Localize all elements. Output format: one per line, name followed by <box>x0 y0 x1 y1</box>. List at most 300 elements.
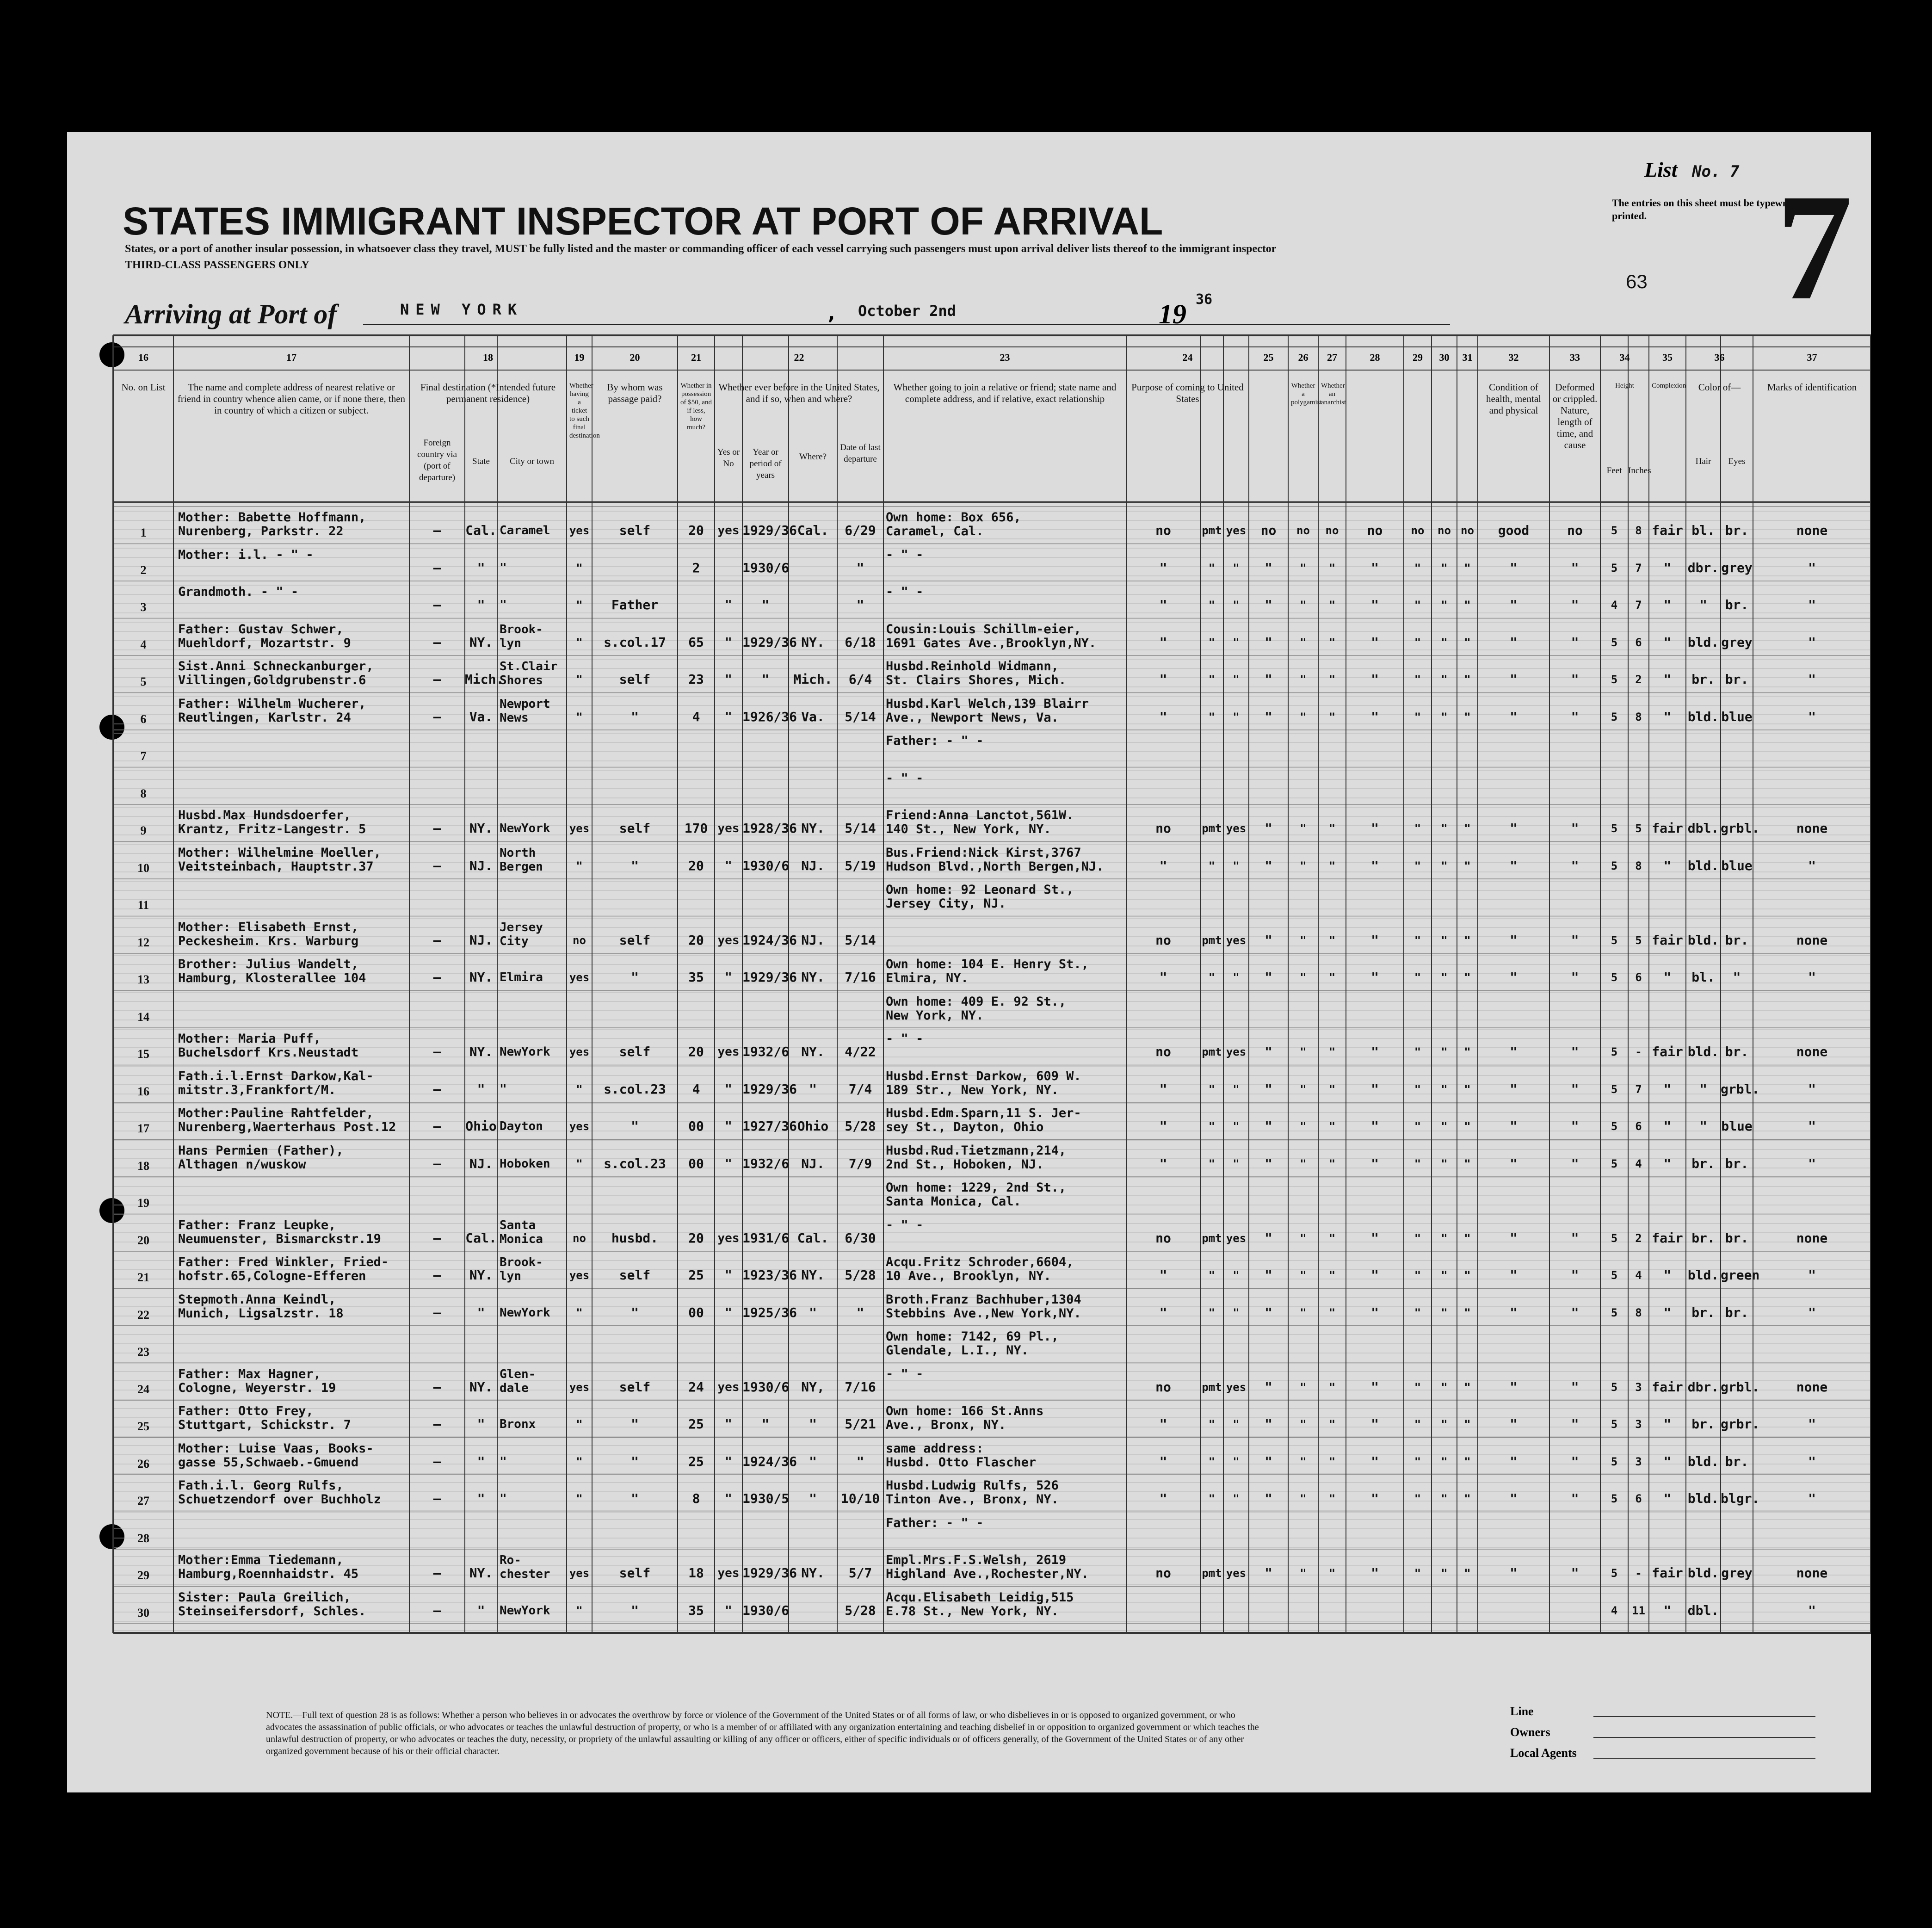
cell-ticket: yes <box>569 524 590 537</box>
cell-inches: 3 <box>1635 1380 1642 1394</box>
cell-length: pmt <box>1202 1380 1222 1394</box>
join-relative: New York, NY. <box>886 1008 984 1023</box>
cell-feet: 5 <box>1611 1120 1618 1133</box>
cell-c27: " <box>1328 1231 1336 1245</box>
cell-c27: " <box>1328 1120 1336 1133</box>
column-header: Whether ever before in the United States, and if so, when and where? <box>718 382 880 404</box>
cell-eyes: grey <box>1721 1565 1753 1581</box>
cell-state: Ohio <box>465 1118 497 1134</box>
cell-years: 1929/36 <box>742 1081 797 1097</box>
cell-c30: " <box>1441 1567 1448 1580</box>
cell-years: 1929/36 <box>742 970 797 985</box>
join-relative: - " - <box>886 1366 924 1381</box>
line-label: Line <box>1510 1705 1534 1718</box>
relative-address: Munich, Ligsalzstr. 18 <box>178 1306 344 1321</box>
cell-feet: 5 <box>1611 1380 1618 1394</box>
cell-eyes: grbl. <box>1721 1081 1760 1097</box>
column-number: 36 <box>1714 352 1725 363</box>
cell-c30: " <box>1441 710 1448 723</box>
join-relative: - " - <box>886 1032 924 1046</box>
cell-where: NJ. <box>801 1156 825 1171</box>
join-relative: Elmira, NY. <box>886 971 969 985</box>
cell-hair: br. <box>1691 1416 1715 1432</box>
cell-deformed: " <box>1571 634 1579 650</box>
destination-city: " <box>500 1492 507 1506</box>
cell-years: 1932/6 <box>742 1044 790 1059</box>
join-relative: Own home: 166 St.Anns <box>886 1404 1044 1418</box>
cell-state: " <box>477 597 485 612</box>
footnote: NOTE.—Full text of question 28 is as follows: Whether a person who believes in or advocates the overthrow by force or violence of the Government of the United States or of all forms of law, or who disbelieves in or is opposed to organized government, or who advocates the assassination of public officials, or who advocates or teaches the unlawful destruction of property, or who is a member of or affiliated with any organization entertaining and teaching disbelief in or opposition to organized government or which teaches the unlawful destruction of property, or who advocates or teaches the duty, necessity, or propriety of the unlawful assaulting or killing of any officer or officers, either of specific individuals or of officers generally, of the Government of the United States or of any other organized government because of his or their official character. <box>266 1710 1259 1756</box>
join-relative: Broth.Franz Bachhuber,1304 <box>886 1292 1081 1307</box>
cell-c30: " <box>1441 1231 1448 1245</box>
cell-hair: bld. <box>1687 932 1719 948</box>
cell-c31: " <box>1464 1045 1471 1058</box>
cell-c28: " <box>1371 1565 1379 1581</box>
cell-before: " <box>725 1305 732 1320</box>
cell-purpose: no <box>1155 821 1171 836</box>
cell-c30: " <box>1441 1045 1448 1058</box>
cell-health: " <box>1510 709 1518 724</box>
relative-address: Mother:Emma Tiedemann, <box>178 1553 344 1567</box>
cell-state: " <box>477 1453 485 1469</box>
column-header: Whether an anarchist <box>1321 382 1346 406</box>
cell-inches: 7 <box>1635 599 1642 612</box>
cell-purpose: " <box>1159 1267 1167 1283</box>
column-subheader: Hair <box>1695 457 1711 466</box>
cell-c25: " <box>1265 858 1272 873</box>
cell-years: " <box>761 597 770 612</box>
row-number: 2 <box>140 563 147 577</box>
cell-feet: 5 <box>1611 1269 1618 1282</box>
cell-c31: " <box>1464 561 1471 575</box>
cell-c28: " <box>1371 1416 1379 1432</box>
cell-health: " <box>1510 634 1518 650</box>
cell-hair: bld. <box>1687 1565 1719 1581</box>
join-relative: Tinton Ave., Bronx, NY. <box>886 1492 1059 1507</box>
column-header: Color of— <box>1698 382 1741 393</box>
cell-eyes: br. <box>1725 1044 1749 1059</box>
cell-marks: " <box>1808 1491 1816 1506</box>
cell-state: " <box>477 1081 485 1097</box>
cell-paid: " <box>631 1491 639 1506</box>
cell-state: NY. <box>469 1379 493 1395</box>
cell-remain: " <box>1233 710 1240 723</box>
cell-ticket: no <box>573 1231 586 1245</box>
cell-before: " <box>725 1417 732 1431</box>
cell-c28: " <box>1371 821 1379 836</box>
cell-hair: bl. <box>1691 970 1715 985</box>
cell-years: 1924/36 <box>742 1453 797 1469</box>
join-relative: - " - <box>886 1217 924 1232</box>
cell-date: 7/4 <box>848 1081 872 1097</box>
row-number: 17 <box>137 1122 149 1135</box>
join-relative: 2nd St., Hoboken, NJ. <box>886 1157 1044 1172</box>
cell-before: " <box>725 1268 732 1282</box>
cell-before: " <box>725 859 732 873</box>
relative-address: Father: Max Hagner, <box>178 1366 321 1381</box>
row-number: 12 <box>137 935 149 949</box>
cell-c29: " <box>1414 933 1421 947</box>
cell-remain: yes <box>1226 1231 1247 1245</box>
cell-feet: 5 <box>1611 1455 1618 1468</box>
cell-feet: 5 <box>1611 1082 1618 1096</box>
column-number: 25 <box>1263 352 1274 363</box>
cell-marks: " <box>1808 1453 1816 1469</box>
cell-where: NY. <box>801 1044 825 1059</box>
cell-c31: " <box>1464 1492 1471 1505</box>
cell-money: 4 <box>692 709 700 724</box>
cell-c26: " <box>1300 1120 1307 1133</box>
cell-feet: 5 <box>1611 1231 1618 1245</box>
row-number: 10 <box>137 861 149 875</box>
cell-years: 1924/36 <box>742 932 797 948</box>
cell-c26: " <box>1300 1306 1307 1319</box>
cell-length: " <box>1208 1306 1216 1319</box>
cell-length: " <box>1208 673 1216 686</box>
cell-marks: " <box>1808 1156 1816 1171</box>
row-number: 4 <box>140 637 147 651</box>
cell-eyes: grbr. <box>1721 1416 1760 1432</box>
cell-inches: 7 <box>1635 1082 1642 1096</box>
cell-c29: no <box>1411 524 1425 537</box>
cell-ticket: " <box>576 1604 583 1617</box>
row-number: 13 <box>137 973 149 986</box>
row-number: 19 <box>137 1196 149 1210</box>
relative-address: Mother:Pauline Rahtfelder, <box>178 1106 374 1120</box>
cell-years: 1930/6 <box>742 1379 790 1395</box>
column-header: Whether having a ticket to such final destination <box>569 382 600 439</box>
column-number: 35 <box>1662 352 1673 363</box>
cell-paid: Father <box>611 597 659 612</box>
cell-money: 23 <box>688 672 704 687</box>
cell-health: " <box>1510 560 1518 575</box>
cell-purpose: no <box>1155 932 1171 948</box>
cell-state: " <box>477 1602 485 1618</box>
cell-length: " <box>1208 561 1216 575</box>
cell-date: 4/22 <box>845 1044 876 1059</box>
cell-inches: 3 <box>1635 1418 1642 1431</box>
cell-eyes: br. <box>1725 1304 1749 1320</box>
cell-c31: " <box>1464 1120 1471 1133</box>
cell-c26: " <box>1300 822 1307 835</box>
cell-date: 6/4 <box>848 672 872 687</box>
cell-c27: " <box>1328 710 1336 723</box>
relative-address: Fath.i.l.Ernst Darkow,Kal- <box>178 1069 374 1083</box>
cell-health: " <box>1510 1044 1518 1059</box>
join-relative: Jersey City, NJ. <box>886 896 1006 911</box>
row-number: 24 <box>137 1382 149 1396</box>
cell-c29: " <box>1414 1306 1421 1319</box>
row-number: 25 <box>137 1420 149 1433</box>
cell-c27: " <box>1328 1269 1336 1282</box>
cell-c27: " <box>1328 1455 1336 1468</box>
cell-ticket: " <box>576 1418 583 1431</box>
cell-length: " <box>1208 599 1216 612</box>
destination-city: lyn <box>500 636 521 650</box>
cell-deformed: " <box>1571 1118 1579 1134</box>
cell-ticket: " <box>576 710 583 723</box>
cell-inches: 5 <box>1635 933 1642 947</box>
cell-c28: no <box>1367 523 1383 538</box>
cell-years: 1931/6 <box>742 1230 790 1246</box>
relative-address: Villingen,Goldgrubenstr.6 <box>178 673 366 687</box>
destination-city: Glen- <box>500 1367 536 1381</box>
cell-marks: none <box>1796 1230 1828 1246</box>
cell-date: 6/29 <box>845 523 876 538</box>
cell-foreign: — <box>433 1230 441 1246</box>
cell-hair: dbr. <box>1687 560 1719 575</box>
column-number: 20 <box>630 352 640 363</box>
year-prefix: 19 <box>1159 299 1186 329</box>
cell-health: " <box>1510 1379 1518 1395</box>
cell-deformed: no <box>1567 523 1583 538</box>
cell-paid: " <box>631 1453 639 1469</box>
cell-deformed: " <box>1571 709 1579 724</box>
cell-length: " <box>1208 1082 1216 1096</box>
row-number: 6 <box>140 712 147 726</box>
cell-date: 6/30 <box>845 1230 876 1246</box>
cell-c27: " <box>1328 933 1336 947</box>
relative-address: Buchelsdorf Krs.Neustadt <box>178 1045 359 1060</box>
cell-paid: self <box>619 932 651 948</box>
agents-field[interactable] <box>1593 1758 1815 1759</box>
cell-c26: " <box>1300 1269 1307 1282</box>
cell-where: NY. <box>801 1565 825 1581</box>
cell-health: good <box>1498 523 1530 538</box>
cell-before: " <box>725 1082 732 1096</box>
cell-foreign: — <box>433 597 441 612</box>
cell-c25: " <box>1265 932 1272 948</box>
cell-state: Va. <box>469 709 493 724</box>
relative-address: Fath.i.l. Georg Rulfs, <box>178 1478 344 1493</box>
row-number: 8 <box>140 786 147 800</box>
manifest-sheet <box>67 132 1871 1792</box>
join-relative: Caramel, Cal. <box>886 524 984 538</box>
cell-c29: " <box>1414 673 1421 686</box>
destination-city: Hoboken <box>500 1156 550 1171</box>
cell-c26: no <box>1296 524 1310 537</box>
cell-deformed: " <box>1571 1379 1579 1395</box>
cell-remain: " <box>1233 1157 1240 1170</box>
cell-c26: " <box>1300 1045 1307 1058</box>
cell-before: yes <box>717 1566 740 1580</box>
cell-where: " <box>809 1491 817 1506</box>
cell-feet: 5 <box>1611 1418 1618 1431</box>
cell-c26: " <box>1300 1082 1307 1096</box>
cell-c31: " <box>1464 933 1471 947</box>
relative-address: Muehldorf, Mozartstr. 9 <box>178 636 351 650</box>
cell-c27: " <box>1328 636 1336 649</box>
destination-city: Brook- <box>500 1255 543 1269</box>
cell-c27: " <box>1328 971 1336 984</box>
cell-complexion: " <box>1663 1602 1672 1618</box>
cell-marks: none <box>1796 1044 1828 1059</box>
cell-health: " <box>1510 1453 1518 1469</box>
cell-marks: " <box>1808 634 1816 650</box>
column-number: 33 <box>1570 352 1580 363</box>
cell-before: " <box>725 598 732 612</box>
cell-date: 5/28 <box>845 1267 876 1283</box>
cell-years: 1929/36 <box>742 523 797 538</box>
cell-ticket: yes <box>569 1380 590 1394</box>
cell-date: 10/10 <box>840 1491 880 1506</box>
cell-c26: " <box>1300 1567 1307 1580</box>
cell-before: " <box>725 1156 732 1171</box>
join-relative: Own home: Box 656, <box>886 510 1021 525</box>
cell-marks: none <box>1796 523 1828 538</box>
cell-purpose: " <box>1159 634 1167 650</box>
column-subheader: Yes or No <box>717 447 740 469</box>
cell-inches: 6 <box>1635 971 1642 984</box>
cell-purpose: " <box>1159 1416 1167 1432</box>
cell-paid: self <box>619 1565 651 1581</box>
cell-state: NY. <box>469 1267 493 1283</box>
cell-where: " <box>809 1416 817 1432</box>
cell-length: " <box>1208 1418 1216 1431</box>
owners-field[interactable] <box>1593 1737 1815 1738</box>
column-subheader: State <box>472 457 490 466</box>
column-subheader: Inches <box>1628 466 1651 476</box>
cell-c31: " <box>1464 636 1471 649</box>
destination-city: dale <box>500 1381 529 1395</box>
join-relative: Husbd.Karl Welch,139 Blairr <box>886 696 1089 711</box>
column-header: Condition of health, mental and physical <box>1486 382 1541 416</box>
join-relative: Stebbins Ave.,New York,NY. <box>886 1306 1081 1321</box>
cell-foreign: — <box>433 1416 441 1432</box>
destination-city: Bergen <box>500 859 543 874</box>
row-number: 28 <box>137 1531 149 1545</box>
join-relative: Husbd.Ernst Darkow, 609 W. <box>886 1069 1081 1083</box>
cell-remain: " <box>1233 1492 1240 1505</box>
cell-complexion: " <box>1663 1304 1672 1320</box>
cell-hair: br. <box>1691 1156 1715 1171</box>
cell-c31: " <box>1464 599 1471 612</box>
cell-c27: " <box>1328 1045 1336 1058</box>
row-number: 27 <box>137 1494 149 1508</box>
cell-remain: " <box>1233 1082 1240 1096</box>
column-number: 27 <box>1327 352 1337 363</box>
cell-marks: none <box>1796 1379 1828 1395</box>
cell-money: 00 <box>688 1118 704 1134</box>
cell-c25: " <box>1265 970 1272 985</box>
cell-c29: " <box>1414 1380 1421 1394</box>
cell-purpose: no <box>1155 523 1171 538</box>
cell-deformed: " <box>1571 560 1579 575</box>
cell-purpose: " <box>1159 1453 1167 1469</box>
cell-c26: " <box>1300 673 1307 686</box>
cell-state: NY. <box>469 1565 493 1581</box>
cell-c28: " <box>1371 560 1379 575</box>
cell-marks: none <box>1796 821 1828 836</box>
cell-state: Cal. <box>465 1230 497 1246</box>
relative-address: Mother: Maria Puff, <box>178 1032 321 1046</box>
cell-state: NY. <box>469 1044 493 1059</box>
cell-paid: self <box>619 821 651 836</box>
cell-complexion: fair <box>1652 1230 1683 1246</box>
cell-complexion: " <box>1663 672 1672 687</box>
cell-inches: 3 <box>1635 1455 1642 1468</box>
cell-c30: " <box>1441 1492 1448 1505</box>
join-relative: Father: - " - <box>886 734 984 748</box>
cell-money: 20 <box>688 1230 704 1246</box>
cell-years: 1929/36 <box>742 1565 797 1581</box>
cell-inches: 8 <box>1635 859 1642 872</box>
cell-feet: 5 <box>1611 524 1618 537</box>
cell-eyes: br. <box>1725 1230 1749 1246</box>
column-subheader: Feet <box>1606 466 1622 476</box>
cell-before: " <box>725 1492 732 1506</box>
cell-length: " <box>1208 859 1216 872</box>
cell-length: " <box>1208 1157 1216 1170</box>
cell-c25: " <box>1265 1304 1272 1320</box>
entries-note: The entries on this sheet must be typewritten or printed. <box>1612 197 1819 222</box>
destination-city: Shores <box>500 674 543 687</box>
cell-date: 7/9 <box>848 1156 872 1171</box>
cell-c26: " <box>1300 710 1307 723</box>
column-subheader: Eyes <box>1728 457 1746 466</box>
cell-c25: " <box>1265 1379 1272 1395</box>
relative-address: Schuetzendorf over Buchholz <box>178 1492 381 1507</box>
cell-date: 5/28 <box>845 1118 876 1134</box>
column-number: 32 <box>1508 352 1519 363</box>
agents-label: Local Agents <box>1510 1746 1577 1760</box>
cell-c30: " <box>1441 636 1448 649</box>
cell-remain: " <box>1233 1269 1240 1282</box>
destination-city: St.Clair <box>500 660 558 674</box>
cell-years: 1927/36 <box>742 1118 797 1134</box>
join-relative: Husbd. Otto Flascher <box>886 1455 1037 1470</box>
cell-c28: " <box>1371 597 1379 612</box>
cell-paid: " <box>631 1304 639 1320</box>
column-header: Whether in possession of $50, and if less, how much? <box>680 382 712 431</box>
cell-state: NJ. <box>469 858 493 873</box>
cell-paid: self <box>619 1044 651 1059</box>
cell-c25: " <box>1265 1230 1272 1246</box>
relative-address: Hans Permien (Father), <box>178 1143 344 1158</box>
cell-remain: " <box>1233 859 1240 872</box>
cell-ticket: yes <box>569 1567 590 1580</box>
cell-c28: " <box>1371 1491 1379 1506</box>
row-number: 1 <box>140 526 147 539</box>
cell-date: 5/28 <box>845 1602 876 1618</box>
cell-feet: 5 <box>1611 1306 1618 1319</box>
line-field[interactable] <box>1593 1716 1815 1717</box>
destination-city: NewYork <box>500 1305 550 1320</box>
cell-c29: " <box>1414 1082 1421 1096</box>
cell-health: " <box>1510 672 1518 687</box>
relative-address: Mother: i.l. - " - <box>178 547 314 562</box>
destination-city: NewYork <box>500 1603 550 1618</box>
join-relative: - " - <box>886 585 924 599</box>
destination-city: City <box>500 934 529 948</box>
cell-c30: " <box>1441 561 1448 575</box>
column-number: 19 <box>574 352 585 363</box>
cell-money: 00 <box>688 1156 704 1171</box>
cell-c28: " <box>1371 932 1379 948</box>
cell-deformed: " <box>1571 597 1579 612</box>
destination-city: North <box>500 846 536 860</box>
row-number: 21 <box>137 1271 149 1284</box>
column-number: 26 <box>1298 352 1309 363</box>
cell-c31: " <box>1464 1418 1471 1431</box>
relative-address: Krantz, Fritz-Langestr. 5 <box>178 822 366 836</box>
cell-feet: 5 <box>1611 1045 1618 1058</box>
cell-c30: " <box>1441 1380 1448 1394</box>
cell-purpose: " <box>1159 970 1167 985</box>
cell-length: pmt <box>1202 1567 1222 1580</box>
cell-marks: none <box>1796 1565 1828 1581</box>
cell-before: " <box>725 635 732 649</box>
